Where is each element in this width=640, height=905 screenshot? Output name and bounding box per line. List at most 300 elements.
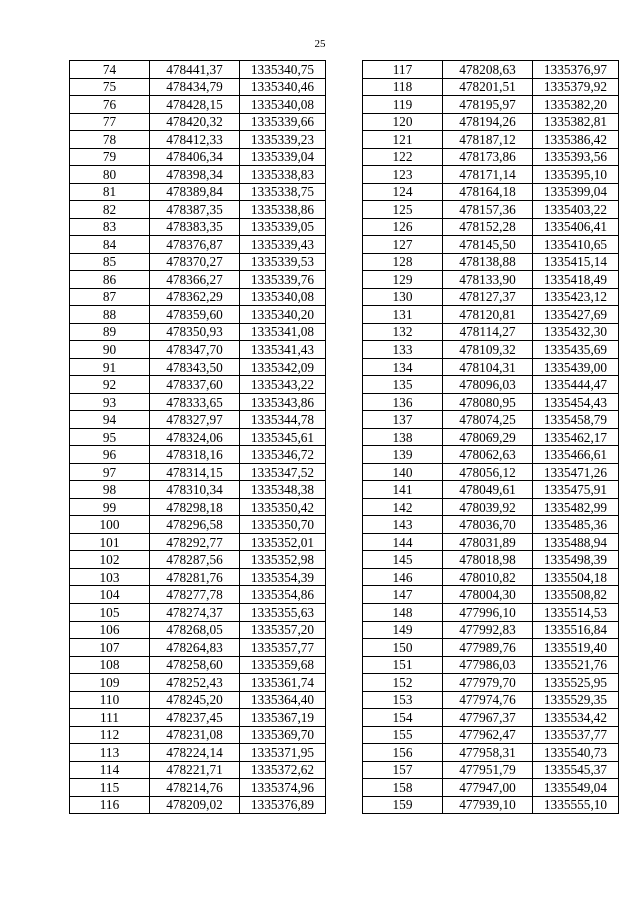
table-row xyxy=(70,183,326,201)
x-coordinate-cell: 478237,45 xyxy=(150,709,240,727)
point-number-cell: 103 xyxy=(70,568,150,586)
point-number-cell: 152 xyxy=(363,674,443,692)
y-coordinate-cell: 1335521,76 xyxy=(533,656,619,674)
y-coordinate-cell: 1335376,89 xyxy=(240,796,326,814)
x-coordinate-cell: 477989,76 xyxy=(443,639,533,657)
y-coordinate-cell: 1335338,83 xyxy=(240,166,326,184)
x-coordinate-cell: 478171,14 xyxy=(443,166,533,184)
x-coordinate-cell: 478062,63 xyxy=(443,446,533,464)
x-coordinate-cell: 478208,63 xyxy=(443,61,533,79)
y-coordinate-cell: 1335352,01 xyxy=(240,533,326,551)
point-number-cell: 105 xyxy=(70,603,150,621)
y-coordinate-cell: 1335475,91 xyxy=(533,481,619,499)
y-coordinate-cell: 1335339,04 xyxy=(240,148,326,166)
table-row xyxy=(363,779,619,797)
point-number-cell: 97 xyxy=(70,463,150,481)
y-coordinate-cell: 1335549,04 xyxy=(533,779,619,797)
table-row xyxy=(363,306,619,324)
point-number-cell: 82 xyxy=(70,201,150,219)
x-coordinate-cell: 478133,90 xyxy=(443,271,533,289)
y-coordinate-cell: 1335339,43 xyxy=(240,236,326,254)
table-row xyxy=(70,779,326,797)
y-coordinate-cell: 1335361,74 xyxy=(240,674,326,692)
y-coordinate-cell: 1335514,53 xyxy=(533,603,619,621)
table-row xyxy=(363,691,619,709)
y-coordinate-cell: 1335525,95 xyxy=(533,674,619,692)
table-row xyxy=(70,691,326,709)
x-coordinate-cell: 478069,29 xyxy=(443,428,533,446)
point-number-cell: 106 xyxy=(70,621,150,639)
x-coordinate-cell: 477979,70 xyxy=(443,674,533,692)
y-coordinate-cell: 1335339,76 xyxy=(240,271,326,289)
point-number-cell: 107 xyxy=(70,639,150,657)
table-row xyxy=(70,166,326,184)
x-coordinate-cell: 478398,34 xyxy=(150,166,240,184)
point-number-cell: 119 xyxy=(363,96,443,114)
table-row xyxy=(70,674,326,692)
table-body xyxy=(363,61,619,814)
x-coordinate-cell: 478318,16 xyxy=(150,446,240,464)
x-coordinate-cell: 478264,83 xyxy=(150,639,240,657)
y-coordinate-cell: 1335339,05 xyxy=(240,218,326,236)
point-number-cell: 75 xyxy=(70,78,150,96)
x-coordinate-cell: 478258,60 xyxy=(150,656,240,674)
x-coordinate-cell: 477947,00 xyxy=(443,779,533,797)
y-coordinate-cell: 1335386,42 xyxy=(533,131,619,149)
y-coordinate-cell: 1335357,77 xyxy=(240,639,326,657)
point-number-cell: 85 xyxy=(70,253,150,271)
y-coordinate-cell: 1335340,46 xyxy=(240,78,326,96)
x-coordinate-cell: 478194,26 xyxy=(443,113,533,131)
point-number-cell: 124 xyxy=(363,183,443,201)
y-coordinate-cell: 1335371,95 xyxy=(240,744,326,762)
table-row xyxy=(70,709,326,727)
point-number-cell: 128 xyxy=(363,253,443,271)
y-coordinate-cell: 1335382,20 xyxy=(533,96,619,114)
point-number-cell: 109 xyxy=(70,674,150,692)
y-coordinate-cell: 1335340,08 xyxy=(240,288,326,306)
y-coordinate-cell: 1335350,42 xyxy=(240,498,326,516)
x-coordinate-cell: 478214,76 xyxy=(150,779,240,797)
table-row xyxy=(70,533,326,551)
point-number-cell: 157 xyxy=(363,761,443,779)
table-row xyxy=(70,341,326,359)
x-coordinate-cell: 478333,65 xyxy=(150,393,240,411)
y-coordinate-cell: 1335423,12 xyxy=(533,288,619,306)
x-coordinate-cell: 478343,50 xyxy=(150,358,240,376)
table-row xyxy=(363,131,619,149)
point-number-cell: 125 xyxy=(363,201,443,219)
point-number-cell: 102 xyxy=(70,551,150,569)
point-number-cell: 111 xyxy=(70,709,150,727)
point-number-cell: 100 xyxy=(70,516,150,534)
table-row xyxy=(363,96,619,114)
point-number-cell: 110 xyxy=(70,691,150,709)
x-coordinate-cell: 477951,79 xyxy=(443,761,533,779)
y-coordinate-cell: 1335341,08 xyxy=(240,323,326,341)
y-coordinate-cell: 1335427,69 xyxy=(533,306,619,324)
y-coordinate-cell: 1335534,42 xyxy=(533,709,619,727)
point-number-cell: 120 xyxy=(363,113,443,131)
point-number-cell: 130 xyxy=(363,288,443,306)
point-number-cell: 77 xyxy=(70,113,150,131)
x-coordinate-cell: 478157,36 xyxy=(443,201,533,219)
table-row xyxy=(363,113,619,131)
table-row xyxy=(363,323,619,341)
point-number-cell: 127 xyxy=(363,236,443,254)
point-number-cell: 94 xyxy=(70,411,150,429)
y-coordinate-cell: 1335347,52 xyxy=(240,463,326,481)
point-number-cell: 155 xyxy=(363,726,443,744)
x-coordinate-cell: 478292,77 xyxy=(150,533,240,551)
x-coordinate-cell: 478387,35 xyxy=(150,201,240,219)
coordinates-table-right xyxy=(362,60,619,814)
table-row xyxy=(70,393,326,411)
point-number-cell: 93 xyxy=(70,393,150,411)
x-coordinate-cell: 478406,34 xyxy=(150,148,240,166)
table-row xyxy=(363,586,619,604)
table-row xyxy=(363,709,619,727)
y-coordinate-cell: 1335406,41 xyxy=(533,218,619,236)
x-coordinate-cell: 478221,71 xyxy=(150,761,240,779)
y-coordinate-cell: 1335435,69 xyxy=(533,341,619,359)
x-coordinate-cell: 478231,08 xyxy=(150,726,240,744)
x-coordinate-cell: 478138,88 xyxy=(443,253,533,271)
x-coordinate-cell: 478277,78 xyxy=(150,586,240,604)
x-coordinate-cell: 478031,89 xyxy=(443,533,533,551)
table-row xyxy=(363,428,619,446)
x-coordinate-cell: 478314,15 xyxy=(150,463,240,481)
table-row xyxy=(70,463,326,481)
table-row xyxy=(363,498,619,516)
table-row xyxy=(70,61,326,79)
point-number-cell: 104 xyxy=(70,586,150,604)
table-row xyxy=(363,533,619,551)
y-coordinate-cell: 1335376,97 xyxy=(533,61,619,79)
y-coordinate-cell: 1335342,09 xyxy=(240,358,326,376)
point-number-cell: 138 xyxy=(363,428,443,446)
point-number-cell: 116 xyxy=(70,796,150,814)
table-row xyxy=(363,253,619,271)
y-coordinate-cell: 1335345,61 xyxy=(240,428,326,446)
x-coordinate-cell: 478434,79 xyxy=(150,78,240,96)
x-coordinate-cell: 478428,15 xyxy=(150,96,240,114)
y-coordinate-cell: 1335344,78 xyxy=(240,411,326,429)
table-row xyxy=(70,131,326,149)
y-coordinate-cell: 1335372,62 xyxy=(240,761,326,779)
table-row xyxy=(363,271,619,289)
y-coordinate-cell: 1335364,40 xyxy=(240,691,326,709)
y-coordinate-cell: 1335418,49 xyxy=(533,271,619,289)
x-coordinate-cell: 478347,70 xyxy=(150,341,240,359)
x-coordinate-cell: 478104,31 xyxy=(443,358,533,376)
y-coordinate-cell: 1335529,35 xyxy=(533,691,619,709)
table-row xyxy=(70,323,326,341)
y-coordinate-cell: 1335348,38 xyxy=(240,481,326,499)
y-coordinate-cell: 1335359,68 xyxy=(240,656,326,674)
x-coordinate-cell: 478039,92 xyxy=(443,498,533,516)
x-coordinate-cell: 478376,87 xyxy=(150,236,240,254)
y-coordinate-cell: 1335458,79 xyxy=(533,411,619,429)
y-coordinate-cell: 1335355,63 xyxy=(240,603,326,621)
table-row xyxy=(363,376,619,394)
x-coordinate-cell: 477967,37 xyxy=(443,709,533,727)
table-row xyxy=(363,341,619,359)
table-row xyxy=(363,568,619,586)
y-coordinate-cell: 1335444,47 xyxy=(533,376,619,394)
point-number-cell: 126 xyxy=(363,218,443,236)
x-coordinate-cell: 478114,27 xyxy=(443,323,533,341)
point-number-cell: 84 xyxy=(70,236,150,254)
point-number-cell: 95 xyxy=(70,428,150,446)
table-row xyxy=(70,148,326,166)
x-coordinate-cell: 478036,70 xyxy=(443,516,533,534)
coordinates-table-left xyxy=(69,60,326,814)
table-row xyxy=(363,148,619,166)
table-row xyxy=(70,481,326,499)
table-row xyxy=(70,201,326,219)
point-number-cell: 115 xyxy=(70,779,150,797)
table-row xyxy=(363,393,619,411)
x-coordinate-cell: 478201,51 xyxy=(443,78,533,96)
table-row xyxy=(70,551,326,569)
y-coordinate-cell: 1335352,98 xyxy=(240,551,326,569)
point-number-cell: 81 xyxy=(70,183,150,201)
point-number-cell: 108 xyxy=(70,656,150,674)
y-coordinate-cell: 1335395,10 xyxy=(533,166,619,184)
point-number-cell: 143 xyxy=(363,516,443,534)
table-row xyxy=(363,656,619,674)
point-number-cell: 123 xyxy=(363,166,443,184)
x-coordinate-cell: 478310,34 xyxy=(150,481,240,499)
point-number-cell: 156 xyxy=(363,744,443,762)
y-coordinate-cell: 1335516,84 xyxy=(533,621,619,639)
table-row xyxy=(70,656,326,674)
y-coordinate-cell: 1335374,96 xyxy=(240,779,326,797)
x-coordinate-cell: 478389,84 xyxy=(150,183,240,201)
x-coordinate-cell: 478096,03 xyxy=(443,376,533,394)
x-coordinate-cell: 478080,95 xyxy=(443,393,533,411)
point-number-cell: 140 xyxy=(363,463,443,481)
point-number-cell: 151 xyxy=(363,656,443,674)
table-row xyxy=(70,253,326,271)
y-coordinate-cell: 1335339,66 xyxy=(240,113,326,131)
table-row xyxy=(70,568,326,586)
x-coordinate-cell: 478274,37 xyxy=(150,603,240,621)
x-coordinate-cell: 478370,27 xyxy=(150,253,240,271)
y-coordinate-cell: 1335545,37 xyxy=(533,761,619,779)
x-coordinate-cell: 478281,76 xyxy=(150,568,240,586)
x-coordinate-cell: 478366,27 xyxy=(150,271,240,289)
y-coordinate-cell: 1335340,20 xyxy=(240,306,326,324)
x-coordinate-cell: 477996,10 xyxy=(443,603,533,621)
point-number-cell: 92 xyxy=(70,376,150,394)
x-coordinate-cell: 478109,32 xyxy=(443,341,533,359)
x-coordinate-cell: 478018,98 xyxy=(443,551,533,569)
x-coordinate-cell: 478010,82 xyxy=(443,568,533,586)
table-row xyxy=(363,218,619,236)
y-coordinate-cell: 1335393,56 xyxy=(533,148,619,166)
table-row xyxy=(363,621,619,639)
point-number-cell: 118 xyxy=(363,78,443,96)
table-row xyxy=(363,201,619,219)
point-number-cell: 112 xyxy=(70,726,150,744)
point-number-cell: 113 xyxy=(70,744,150,762)
y-coordinate-cell: 1335508,82 xyxy=(533,586,619,604)
x-coordinate-cell: 477974,76 xyxy=(443,691,533,709)
x-coordinate-cell: 478412,33 xyxy=(150,131,240,149)
point-number-cell: 131 xyxy=(363,306,443,324)
x-coordinate-cell: 478120,81 xyxy=(443,306,533,324)
point-number-cell: 114 xyxy=(70,761,150,779)
y-coordinate-cell: 1335354,86 xyxy=(240,586,326,604)
point-number-cell: 99 xyxy=(70,498,150,516)
y-coordinate-cell: 1335488,94 xyxy=(533,533,619,551)
y-coordinate-cell: 1335537,77 xyxy=(533,726,619,744)
y-coordinate-cell: 1335519,40 xyxy=(533,639,619,657)
table-row xyxy=(363,288,619,306)
table-row xyxy=(363,463,619,481)
y-coordinate-cell: 1335498,39 xyxy=(533,551,619,569)
table-row xyxy=(70,218,326,236)
page-number: 25 xyxy=(314,38,326,50)
point-number-cell: 141 xyxy=(363,481,443,499)
point-number-cell: 117 xyxy=(363,61,443,79)
y-coordinate-cell: 1335555,10 xyxy=(533,796,619,814)
table-row xyxy=(70,113,326,131)
y-coordinate-cell: 1335439,00 xyxy=(533,358,619,376)
point-number-cell: 145 xyxy=(363,551,443,569)
table-row xyxy=(70,288,326,306)
table-row xyxy=(70,236,326,254)
point-number-cell: 90 xyxy=(70,341,150,359)
point-number-cell: 101 xyxy=(70,533,150,551)
x-coordinate-cell: 478362,29 xyxy=(150,288,240,306)
x-coordinate-cell: 478187,12 xyxy=(443,131,533,149)
table-row xyxy=(70,96,326,114)
y-coordinate-cell: 1335466,61 xyxy=(533,446,619,464)
x-coordinate-cell: 478164,18 xyxy=(443,183,533,201)
table-row xyxy=(70,761,326,779)
y-coordinate-cell: 1335367,19 xyxy=(240,709,326,727)
point-number-cell: 136 xyxy=(363,393,443,411)
point-number-cell: 88 xyxy=(70,306,150,324)
table-row xyxy=(363,446,619,464)
table-row xyxy=(70,621,326,639)
y-coordinate-cell: 1335462,17 xyxy=(533,428,619,446)
point-number-cell: 159 xyxy=(363,796,443,814)
x-coordinate-cell: 477958,31 xyxy=(443,744,533,762)
y-coordinate-cell: 1335410,65 xyxy=(533,236,619,254)
y-coordinate-cell: 1335343,22 xyxy=(240,376,326,394)
table-row xyxy=(363,726,619,744)
x-coordinate-cell: 478152,28 xyxy=(443,218,533,236)
y-coordinate-cell: 1335485,36 xyxy=(533,516,619,534)
y-coordinate-cell: 1335357,20 xyxy=(240,621,326,639)
point-number-cell: 153 xyxy=(363,691,443,709)
y-coordinate-cell: 1335339,53 xyxy=(240,253,326,271)
x-coordinate-cell: 478296,58 xyxy=(150,516,240,534)
table-row xyxy=(363,516,619,534)
point-number-cell: 144 xyxy=(363,533,443,551)
table-row xyxy=(70,639,326,657)
point-number-cell: 139 xyxy=(363,446,443,464)
table-row xyxy=(70,498,326,516)
table-row xyxy=(363,603,619,621)
point-number-cell: 79 xyxy=(70,148,150,166)
x-coordinate-cell: 478209,02 xyxy=(150,796,240,814)
x-coordinate-cell: 478359,60 xyxy=(150,306,240,324)
table-row xyxy=(363,481,619,499)
table-row xyxy=(70,428,326,446)
y-coordinate-cell: 1335346,72 xyxy=(240,446,326,464)
y-coordinate-cell: 1335354,39 xyxy=(240,568,326,586)
point-number-cell: 148 xyxy=(363,603,443,621)
table-row xyxy=(363,166,619,184)
table-row xyxy=(363,761,619,779)
point-number-cell: 98 xyxy=(70,481,150,499)
table-row xyxy=(70,516,326,534)
y-coordinate-cell: 1335504,18 xyxy=(533,568,619,586)
table-row xyxy=(363,639,619,657)
point-number-cell: 83 xyxy=(70,218,150,236)
table-row xyxy=(70,271,326,289)
y-coordinate-cell: 1335403,22 xyxy=(533,201,619,219)
y-coordinate-cell: 1335338,86 xyxy=(240,201,326,219)
point-number-cell: 76 xyxy=(70,96,150,114)
x-coordinate-cell: 478056,12 xyxy=(443,463,533,481)
table-row xyxy=(363,796,619,814)
x-coordinate-cell: 478127,37 xyxy=(443,288,533,306)
x-coordinate-cell: 478287,56 xyxy=(150,551,240,569)
x-coordinate-cell: 478252,43 xyxy=(150,674,240,692)
y-coordinate-cell: 1335338,75 xyxy=(240,183,326,201)
point-number-cell: 89 xyxy=(70,323,150,341)
table-row xyxy=(70,358,326,376)
y-coordinate-cell: 1335432,30 xyxy=(533,323,619,341)
point-number-cell: 122 xyxy=(363,148,443,166)
point-number-cell: 150 xyxy=(363,639,443,657)
y-coordinate-cell: 1335379,92 xyxy=(533,78,619,96)
table-row xyxy=(70,586,326,604)
x-coordinate-cell: 478173,86 xyxy=(443,148,533,166)
point-number-cell: 137 xyxy=(363,411,443,429)
table-row xyxy=(363,78,619,96)
x-coordinate-cell: 478420,32 xyxy=(150,113,240,131)
table-row xyxy=(363,551,619,569)
point-number-cell: 80 xyxy=(70,166,150,184)
x-coordinate-cell: 478337,60 xyxy=(150,376,240,394)
table-row xyxy=(70,603,326,621)
point-number-cell: 87 xyxy=(70,288,150,306)
x-coordinate-cell: 477986,03 xyxy=(443,656,533,674)
point-number-cell: 86 xyxy=(70,271,150,289)
point-number-cell: 129 xyxy=(363,271,443,289)
y-coordinate-cell: 1335399,04 xyxy=(533,183,619,201)
point-number-cell: 91 xyxy=(70,358,150,376)
point-number-cell: 121 xyxy=(363,131,443,149)
table-row xyxy=(70,744,326,762)
point-number-cell: 133 xyxy=(363,341,443,359)
y-coordinate-cell: 1335369,70 xyxy=(240,726,326,744)
y-coordinate-cell: 1335471,26 xyxy=(533,463,619,481)
table-row xyxy=(70,446,326,464)
y-coordinate-cell: 1335540,73 xyxy=(533,744,619,762)
x-coordinate-cell: 478145,50 xyxy=(443,236,533,254)
y-coordinate-cell: 1335382,81 xyxy=(533,113,619,131)
table-row xyxy=(363,358,619,376)
point-number-cell: 154 xyxy=(363,709,443,727)
